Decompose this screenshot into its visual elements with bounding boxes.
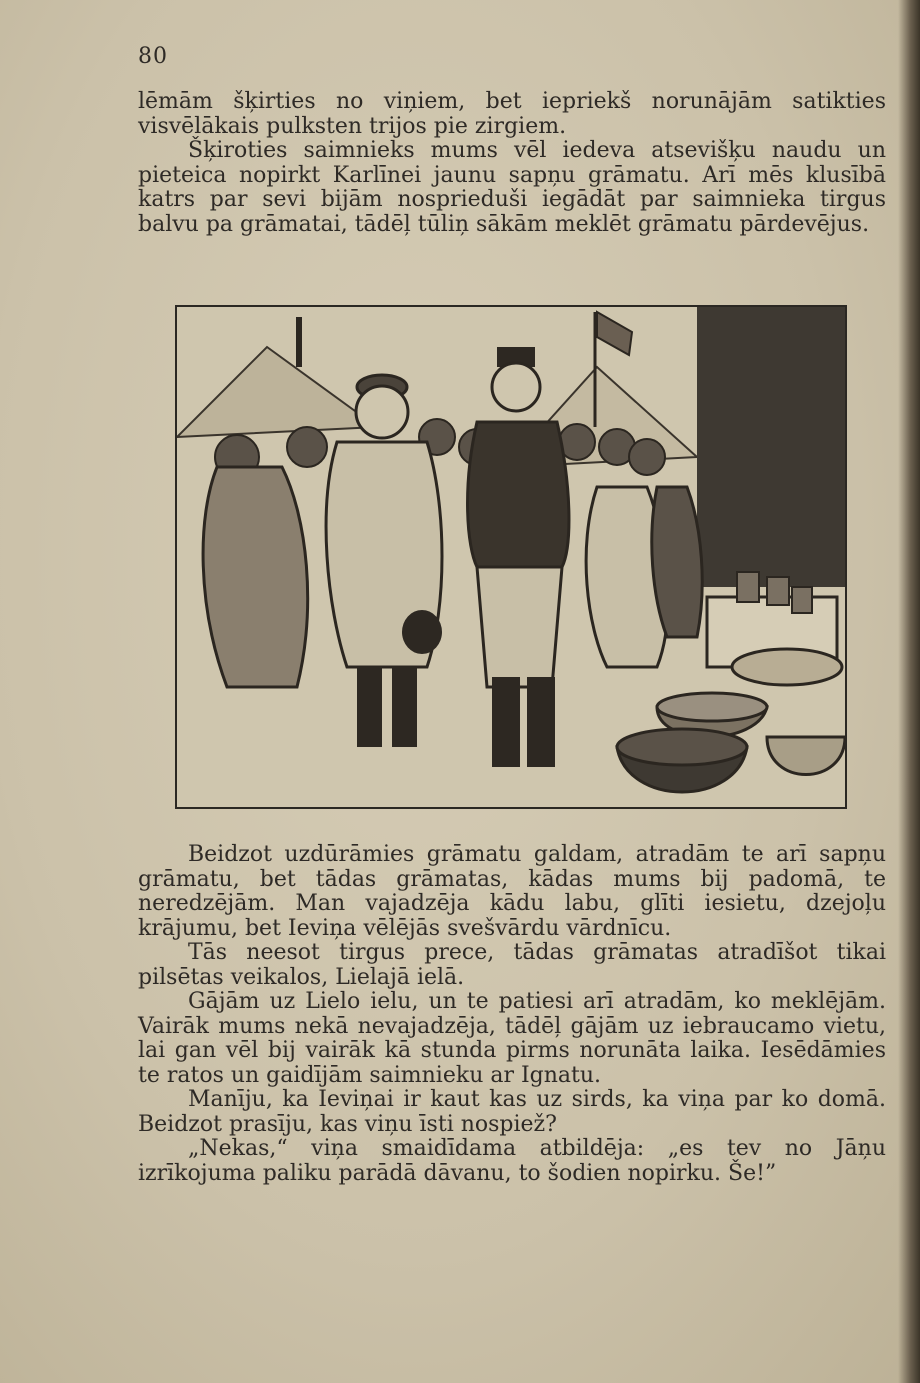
market-illustration <box>175 305 847 809</box>
page-edge-shadow <box>898 0 920 1383</box>
page-number: 80 <box>138 44 168 69</box>
paragraph: „Nekas,“ viņa smaidīdama atbildēja: „es tev no Jāņu izrīkojuma paliku parādā dāvanu, to šodien nopirku. Še!” <box>138 1136 886 1186</box>
paragraph: Beidzot uzdūrāmies grāmatu galdam, atradām te arī sapņu grāmatu, bet tādas grāmatas, kādas mums bij padomā, te neredzējām. Man vajadzēja kādu labu, glīti iesietu, dzejoļu krājumu, bet Ieviņa vēlējās svešvārdu vārdnīcu. <box>138 842 886 941</box>
paragraph: Manīju, ka Ieviņai ir kaut kas uz sirds, ka viņa par ko domā. Beidzot prasīju, kas viņu īsti nospiež? <box>138 1087 886 1137</box>
market-scene-drawing <box>177 307 845 807</box>
paragraph: Šķiroties saimnieks mums vēl iedeva atsevišķu naudu un pieteica nopirkt Karlīnei jaunu sapņu grāmatu. Arī mēs klusībā katrs par sevi bijām nosprieduši iegādāt par saimnieka tirgus balvu pa grāmatai, tādēļ tūliņ sākām meklēt grāmatu pārdevējus. <box>138 138 886 237</box>
paragraph: Gājām uz Lielo ielu, un te patiesi arī atradām, ko meklējām. Vairāk mums nekā nevajadzēja, tādēļ gājām uz iebraucamo vietu, lai gan vēl bij vairāk kā stunda pirms norunāta laika. Iesēdāmies te ratos un gaidījām saimnieku ar Ignatu. <box>138 989 886 1088</box>
top-text-block <box>138 90 886 237</box>
paragraph-continuation: lēmām šķirties no viņiem, bet iepriekš norunājām satikties visvēlākais pulksten trijos pie zirgiem. <box>138 89 886 139</box>
paragraph: Tās neesot tirgus prece, tādas grāmatas atradīšot tikai pilsētas veikalos, Lielajā ielā. <box>138 940 886 990</box>
bottom-text-block <box>138 843 886 1186</box>
